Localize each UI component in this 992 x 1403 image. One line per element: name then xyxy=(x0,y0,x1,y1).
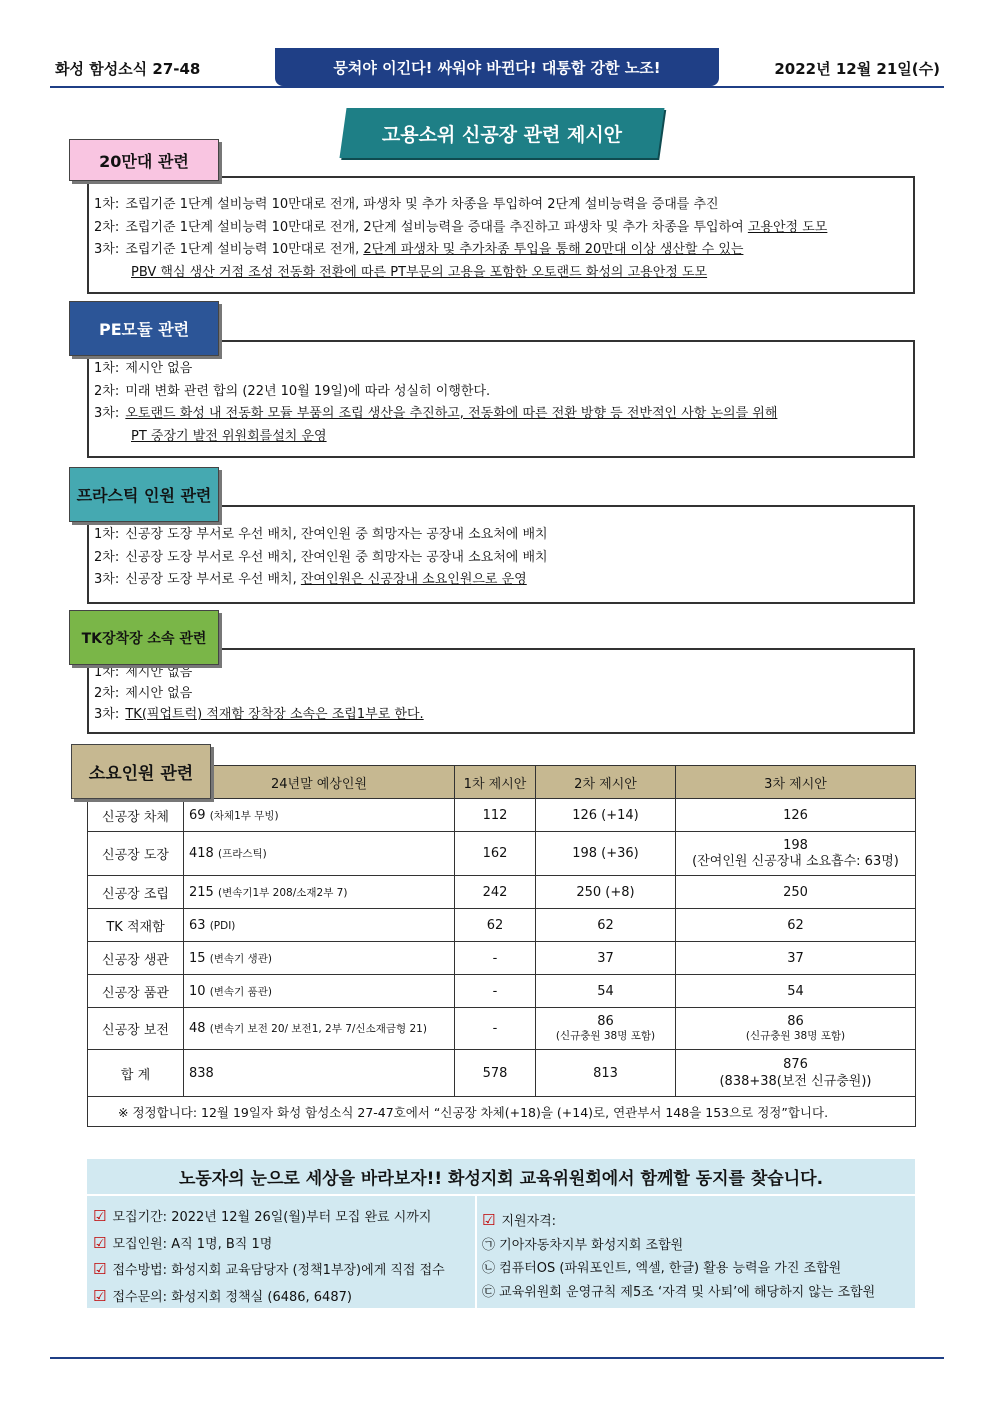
checkbox-icon: ☑ xyxy=(93,1207,107,1225)
proposal-line-1: 1차: 제시안 없음 xyxy=(94,361,193,376)
table-row: 신공장 보전 48 (변속기 보전 20/ 보전1, 2부 7/신소재금형 21) - 86 (신규충원 38명 포함) 86 (신규충원 38명 포함) xyxy=(88,1008,916,1050)
staffing-table xyxy=(87,765,916,1127)
proposal-line-1: 1차: 신공장 도장 부서로 우선 배치, 잔여인원 중 희망자는 공장내 소요처에 배치 xyxy=(94,527,548,542)
list-item: ☑ 모집인원: A직 1명, B직 1명 xyxy=(93,1233,273,1252)
proposal-line-2: 2차: 제시안 없음 xyxy=(94,686,193,701)
footer-divider xyxy=(50,1357,944,1359)
list-item: ㉢ 교육위원회 운영규칙 제5조 ‘자격 및 사퇴’에 해당하지 않는 조합원 xyxy=(482,1284,876,1300)
recruit-details xyxy=(93,1204,475,1310)
table-row: TK 적재함 63 (PDI) 62 62 62 xyxy=(88,909,916,942)
proposal-line-1: 1차: 조립기준 1단계 설비능력 10만대로 전개, 파생차 및 추가 차종을 투입하여 2단계 설비능력을 증대를 추진 xyxy=(94,197,719,212)
table-row: 신공장 조립 215 (변속기1부 208/소재2부 7) 242 250 (+8) 250 xyxy=(88,876,916,909)
slogan-banner: 뭉쳐야 이긴다! 싸워야 바뀐다! 대통합 강한 노조! xyxy=(275,48,719,86)
section-tab-staffing: 소요인원 관련 xyxy=(71,744,211,799)
col-header-p2: 2차 제시안 xyxy=(536,766,676,799)
col-header-p1: 1차 제시안 xyxy=(455,766,536,799)
proposal-line-3-cont: PBV 핵심 생산 거점 조성 전동화 전환에 따른 PT부문의 고용을 포함한 오토랜드 화성의 고용안정 도모 xyxy=(131,264,708,280)
correction-note-row xyxy=(88,1097,916,1127)
proposal-line-3: 3차: 오토랜드 화성 내 전동화 모듈 부품의 조립 생산을 추진하고, 전동화에 따른 전환 방향 등 전반적인 사항 논의를 위해 xyxy=(94,406,778,421)
table-row: 신공장 품관 10 (변속기 품관) - 54 54 xyxy=(88,975,916,1008)
correction-note: ※ 정정합니다: 12월 19일자 화성 함성소식 27-47호에서 “신공장 차체(+18)을 (+14)로, 연관부서 148을 153으로 정정”합니다. xyxy=(88,1097,916,1127)
issue-number: 화성 함성소식 27-48 xyxy=(55,60,201,78)
list-item: ☑ 모집기간: 2022년 12월 26일(월)부터 모집 완료 시까지 xyxy=(93,1207,432,1225)
main-title: 고용소위 신공장 관련 제시안 xyxy=(339,108,664,158)
recruit-divider xyxy=(475,1196,477,1308)
proposal-line-2: 2차: 조립기준 1단계 설비능력 10만대로 전개, 2단계 설비능력을 증대를 추진하고 파생차 및 추가 차종을 투입하여 고용안정 도모 xyxy=(94,219,828,235)
proposal-line-3-cont: PT 중장기 발전 위원회를설치 운영 xyxy=(131,428,327,444)
checkbox-icon: ☑ xyxy=(93,1233,107,1252)
col-header-p3: 3차 제시안 xyxy=(676,766,916,799)
proposal-line-3: 3차: TK(픽업트럭) 적재함 장착장 소속은 조립1부로 한다. xyxy=(94,707,424,722)
section-200k xyxy=(87,176,915,294)
section-tab-200k: 20만대 관련 xyxy=(69,139,219,181)
col-header-estimate: 24년말 예상인원 xyxy=(184,766,455,799)
section-tab-plastic: 프라스틱 인원 관련 xyxy=(69,467,219,522)
list-item: ☑ 지원자격: xyxy=(482,1211,557,1229)
table-row: 신공장 도장 418 (프라스틱) 162 198 (+36) 198 (잔여인원 신공장내 소요흡수: 63명) xyxy=(88,832,916,876)
section-tab-pe: PE모듈 관련 xyxy=(69,301,219,356)
recruit-title: 노동자의 눈으로 세상을 바라보자!! 화성지회 교육위원회에서 함께할 동지를 찾습니다. xyxy=(87,1159,915,1194)
section-tab-tk: TK장착장 소속 관련 xyxy=(69,610,219,665)
recruit-qualifications xyxy=(482,1209,912,1304)
checkbox-icon: ☑ xyxy=(482,1211,496,1229)
issue-date: 2022년 12월 21일(수) xyxy=(774,60,940,78)
list-item: ㉡ 컴퓨터OS (파워포인트, 엑셀, 한글) 활용 능력을 가진 조합원 xyxy=(482,1261,842,1276)
checkbox-icon: ☑ xyxy=(93,1286,107,1305)
table-row-total: 합 계 838 578 813 876 (838+38(보전 신규충원)) xyxy=(88,1050,916,1097)
list-item: ㉠ 기아자동차지부 화성지회 조합원 xyxy=(482,1237,684,1253)
list-item: ☑ 접수방법: 화성지회 교육담당자 (정책1부장)에게 직접 접수 xyxy=(93,1260,445,1278)
recruit-box xyxy=(87,1196,915,1308)
table-row: 신공장 차체 69 (차체1부 무빙) 112 126 (+14) 126 xyxy=(88,799,916,832)
proposal-line-3: 3차: 신공장 도장 부서로 우선 배치, 잔여인원은 신공장내 소요인원으로 운영 xyxy=(94,572,527,587)
header-divider xyxy=(50,86,944,88)
section-pe xyxy=(87,340,915,458)
proposal-line-3: 3차: 조립기준 1단계 설비능력 10만대로 전개, 2단계 파생차 및 추가차종 투입을 통해 20만대 이상 생산할 수 있는 xyxy=(94,242,744,257)
checkbox-icon: ☑ xyxy=(93,1260,107,1278)
list-item: ☑ 접수문의: 화성지회 정책실 (6486, 6487) xyxy=(93,1286,352,1305)
table-row: 신공장 생관 15 (변속기 생관) - 37 37 xyxy=(88,942,916,975)
proposal-line-1: 1차: 제시안 없음 xyxy=(94,665,193,680)
table-header-row xyxy=(88,766,916,799)
proposal-line-2: 2차: 미래 변화 관련 합의 (22년 10월 19일)에 따라 성실히 이행한다. xyxy=(94,383,491,399)
proposal-line-2: 2차: 신공장 도장 부서로 우선 배치, 잔여인원 중 희망자는 공장내 소요처에 배치 xyxy=(94,549,548,565)
